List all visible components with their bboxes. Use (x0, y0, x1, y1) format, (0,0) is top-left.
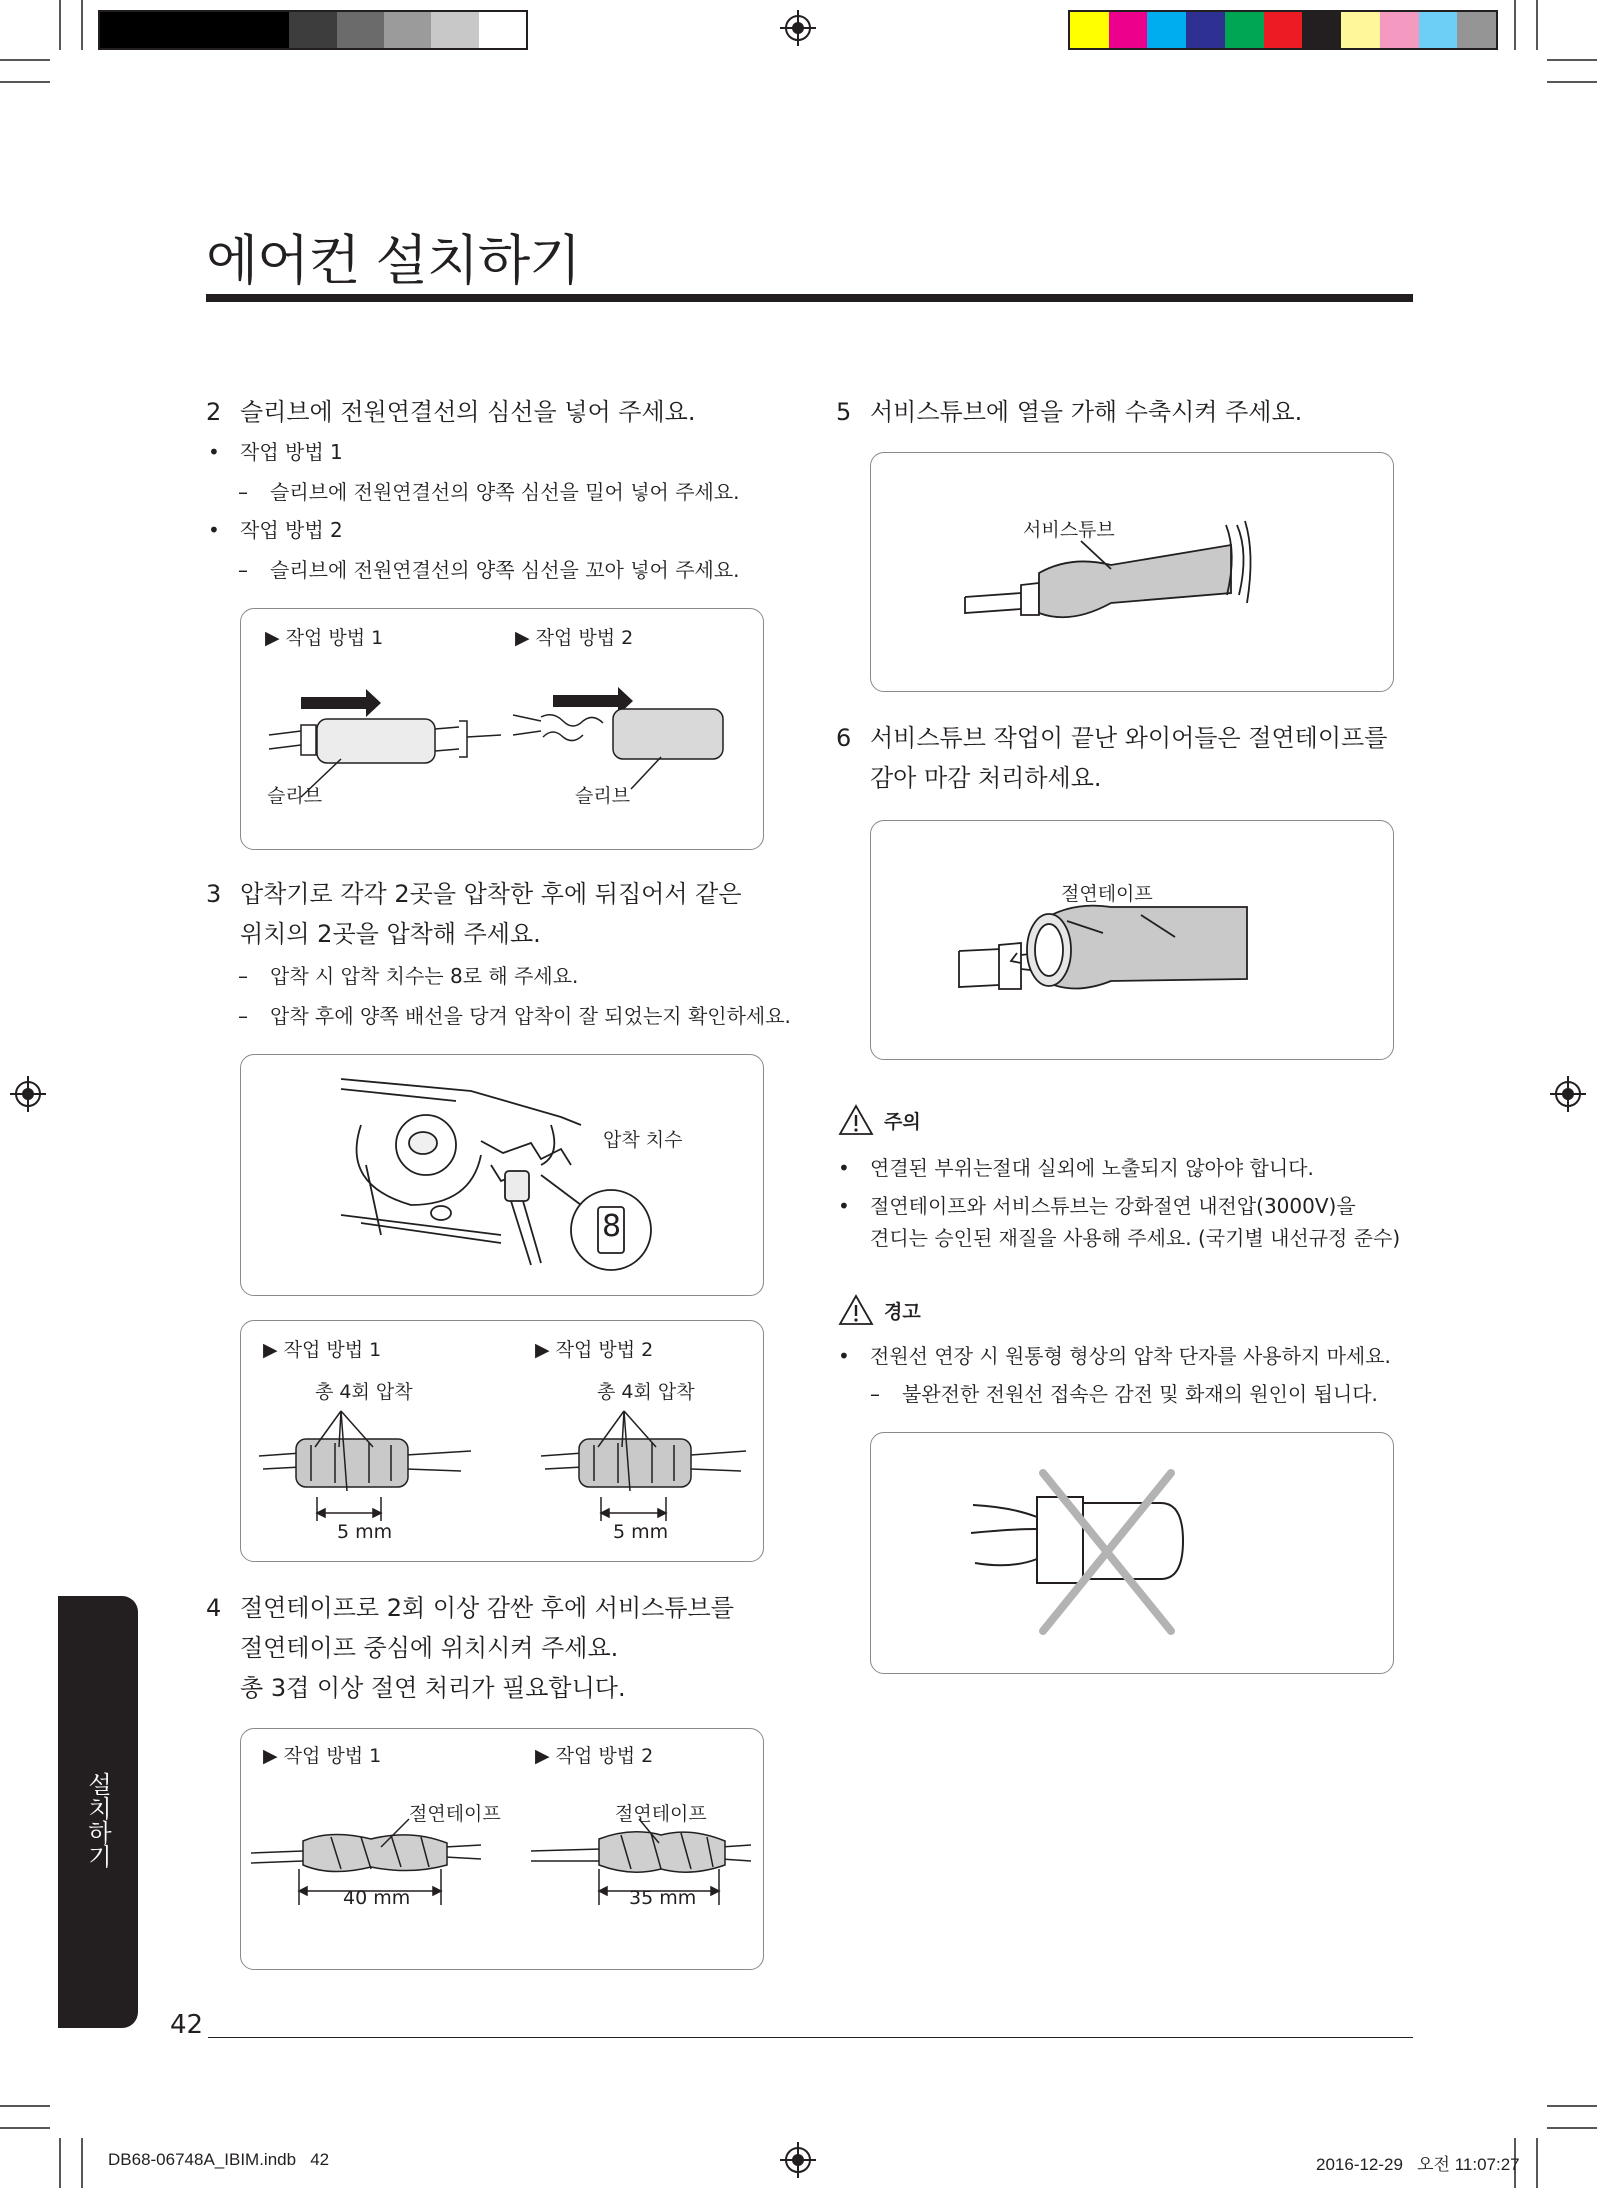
warning-icon (838, 1294, 874, 1326)
insulation-tape-figure (870, 820, 1394, 1060)
no-cylinder-terminal-illustration (871, 1433, 1395, 1675)
crimp-note-1: – 압착 시 압착 치수는 8로 해 주세요. (238, 964, 579, 988)
sleeve-label-2: 슬리브 (575, 785, 631, 807)
step-6 (836, 718, 1396, 798)
caution-bullet-2: • 절연테이프와 서비스튜브는 강화절연 내전압(3000V)을 (838, 1194, 1356, 1218)
method-1-caption: ▶ 작업 방법 1 (263, 1339, 382, 1361)
crimp-count-2: 총 4회 압착 (597, 1381, 695, 1403)
caution-header (838, 1104, 921, 1136)
service-tube-illustration (871, 453, 1395, 693)
print-timestamp: 2016-12-29 오전 11:07:27 (1316, 2155, 1520, 2174)
page-number: 42 (170, 2010, 204, 2040)
step-text-line2: 감아 마감 처리하세요. (870, 764, 1102, 792)
crimp-width-2: 5 mm (613, 1521, 669, 1543)
sleeve-label-1: 슬리브 (267, 785, 323, 807)
method-2-desc: – 슬리브에 전원연결선의 양쪽 심선을 꼬아 넣어 주세요. (238, 558, 740, 582)
caution-bullet-2-cont: 견디는 승인된 재질을 사용해 주세요. (국기별 내선규정 준수) (870, 1226, 1401, 1250)
method-2-caption: ▶ 작업 방법 2 (535, 1339, 654, 1361)
step-4 (206, 1588, 766, 1708)
warning-desc-1: – 불완전한 전원선 접속은 감전 및 화재의 원인이 됩니다. (870, 1382, 1378, 1406)
tape-label-2: 절연테이프 (615, 1803, 707, 1825)
warning-bullet-1: • 전원선 연장 시 원통형 형상의 압착 단자를 사용하지 마세요. (838, 1344, 1391, 1368)
step-text-line1: 서비스튜브 작업이 끝난 와이어들은 절연테이프를 (870, 724, 1388, 752)
service-tube-figure (870, 452, 1394, 692)
step-text-line3: 총 3겹 이상 절연 처리가 필요합니다. (240, 1674, 626, 1702)
footer-rule (208, 2037, 1413, 2038)
method-1-desc: – 슬리브에 전원연결선의 양쪽 심선을 밀어 넣어 주세요. (238, 480, 740, 504)
warning-header (838, 1294, 921, 1326)
section-side-tab-label: 설치하기 (83, 1772, 112, 1868)
caution-bullet-1: • 연결된 부위는절대 실외에 노출되지 않아야 합니다. (838, 1156, 1314, 1180)
step-text: 슬리브에 전원연결선의 심선을 넣어 주세요. (240, 398, 696, 426)
crimp-size-label: 압착 치수 (603, 1129, 683, 1151)
crimp-method-illustration (241, 1321, 765, 1563)
tape-figure (240, 1728, 764, 1970)
caution-icon (838, 1104, 874, 1136)
tape-width-2: 35 mm (629, 1887, 697, 1909)
page-title: 에어컨 설치하기 (206, 229, 581, 292)
crimp-method-figure (240, 1320, 764, 1562)
step-number: 2 (206, 398, 222, 426)
step-3 (206, 874, 766, 954)
step-text: 서비스튜브에 열을 가해 수축시켜 주세요. (870, 398, 1303, 426)
crimp-tool-figure (240, 1054, 764, 1296)
tape-width-1: 40 mm (343, 1887, 411, 1909)
caution-title: 주의 (884, 1110, 921, 1133)
step-2 (206, 392, 766, 432)
step-text-line2: 절연테이프 중심에 위치시켜 주세요. (240, 1634, 619, 1662)
step-text-line1: 압착기로 각각 2곳을 압착한 후에 뒤집어서 같은 (240, 880, 742, 908)
service-tube-label: 서비스튜브 (1023, 519, 1115, 541)
sleeve-illustration (241, 609, 765, 851)
method-2-caption: ▶ 작업 방법 2 (515, 627, 634, 649)
sleeve-figure (240, 608, 764, 850)
step-number: 6 (836, 724, 852, 752)
crimp-size-value: 8 (602, 1209, 622, 1244)
crimp-tool-illustration (241, 1055, 765, 1297)
tape-label-1: 절연테이프 (409, 1803, 501, 1825)
insulation-tape-illustration (871, 821, 1395, 1061)
method-1-bullet: • 작업 방법 1 (208, 440, 343, 464)
insulation-tape-label: 절연테이프 (1061, 883, 1153, 905)
step-number: 4 (206, 1594, 222, 1622)
method-1-caption: ▶ 작업 방법 1 (263, 1745, 382, 1767)
method-2-caption: ▶ 작업 방법 2 (535, 1745, 654, 1767)
step-number: 3 (206, 880, 222, 908)
method-2-bullet: • 작업 방법 2 (208, 518, 343, 542)
no-cylinder-terminal-figure (870, 1432, 1394, 1674)
tape-illustration (241, 1729, 765, 1971)
print-file-info: DB68-06748A_IBIM.indb 42 (108, 2150, 330, 2169)
method-1-caption: ▶ 작업 방법 1 (265, 627, 384, 649)
title-rule (206, 294, 1413, 302)
crimp-count-1: 총 4회 압착 (315, 1381, 413, 1403)
step-text-line1: 절연테이프로 2회 이상 감싼 후에 서비스튜브를 (240, 1594, 734, 1622)
warning-title: 경고 (884, 1300, 921, 1323)
step-5 (836, 392, 1396, 432)
crimp-width-1: 5 mm (337, 1521, 393, 1543)
crimp-note-2: – 압착 후에 양쪽 배선을 당겨 압착이 잘 되었는지 확인하세요. (238, 1004, 791, 1028)
step-number: 5 (836, 398, 852, 426)
step-text-line2: 위치의 2곳을 압착해 주세요. (240, 920, 541, 948)
